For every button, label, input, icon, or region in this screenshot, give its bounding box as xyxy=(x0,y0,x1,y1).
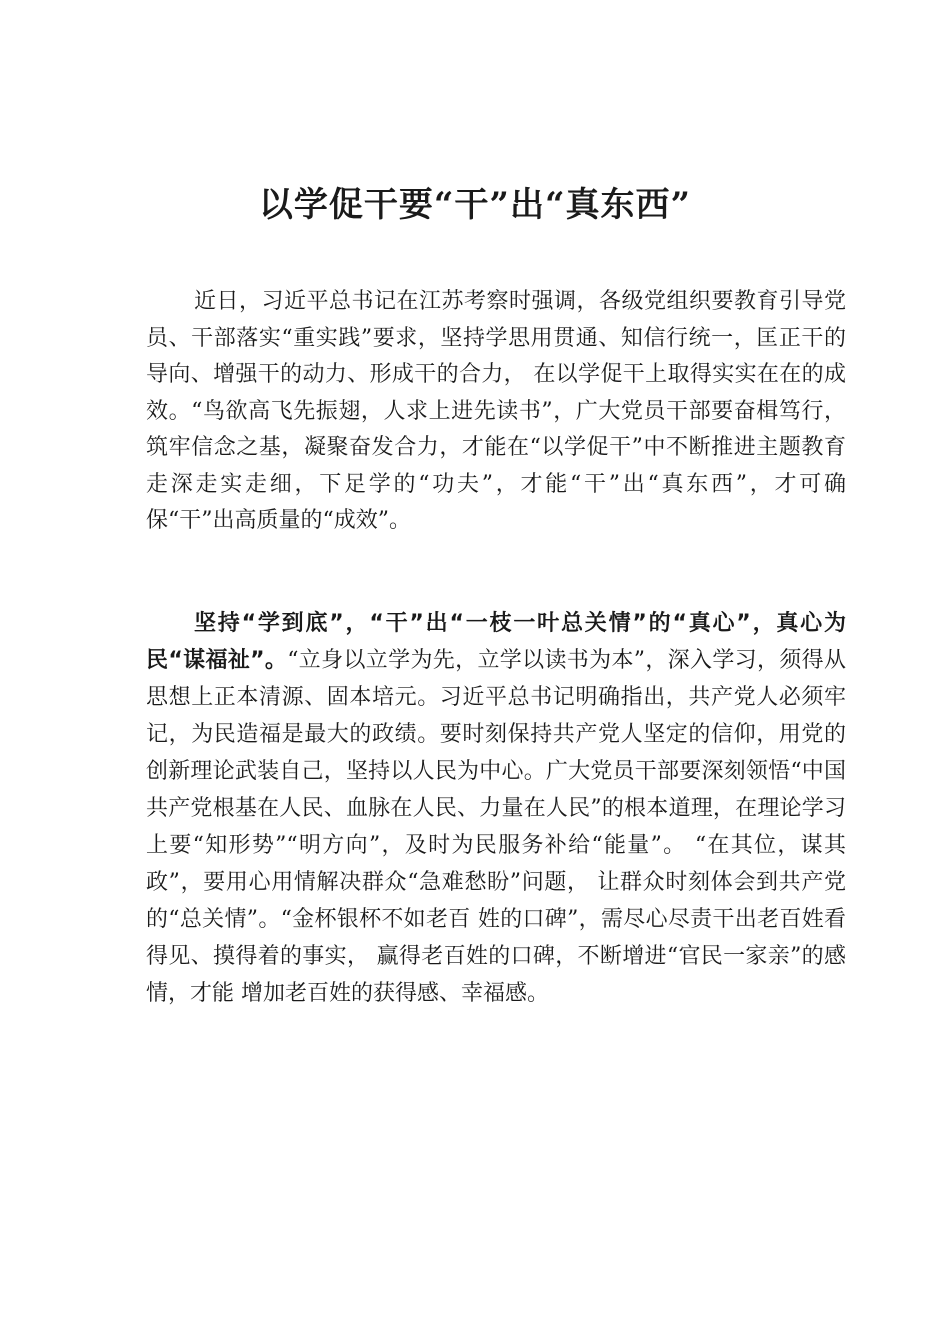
paragraph-2-heading: 坚持“学到底”，“干”出“一枝一叶总关情”的“真心”，真心为民“谋福祉”。 xyxy=(146,611,846,673)
document-title: 以学促干要“干”出“真东西” xyxy=(258,184,692,225)
paragraph-2-text: “立身以立学为先，立学以读书为本”，深入学习，须得从思想上正本清源、固本培元。习近平总书记明确指出，共产党人必须牢记，为民造福是最大的政绩。要时刻保持共产党人坚定的信仰，用党的创新理论武装自己，坚持以人民为中心。广大党员干部要深刻领悟“中国共产党根基在人民、血脉在人民、力量在人民”的根本道理，在理论学习上要“知形势”“明方向”，及时为民服务补给“能量”。 “在其位，谋其政”，要用心用情解决群众“急难愁盼”问题， 让群众时刻体会到共产党的“总关情”。“金杯银杯不如老百 姓的口碑”，需尽心尽责干出老百姓看得见、摸得着的事实， 赢得老百姓的口碑，不断增进“官民一家亲”的感情，才能 增加老百姓的获得感、幸福感。 xyxy=(146,648,846,1006)
paragraph-2 xyxy=(146,605,846,1012)
paragraph-1 xyxy=(146,284,846,540)
paragraph-1-text: 近日，习近平总书记在江苏考察时强调，各级党组织要教育引导党员、干部落实“重实践”要求，坚持学思用贯通、知信行统一，匡正干的导向、增强干的动力、形成干的合力， 在以学促干上取得实实在在的成效。“鸟欲高飞先振翅，人求上进先读书”，广大党员干部要奋楫笃行，筑牢信念之基，凝聚奋发合力，才能在“以学促干”中不断推进主题教育走深走实走细，下足学的“功夫”，才能“干”出“真东西”，才可确保“干”出高质量的“成效”。 xyxy=(146,289,846,533)
